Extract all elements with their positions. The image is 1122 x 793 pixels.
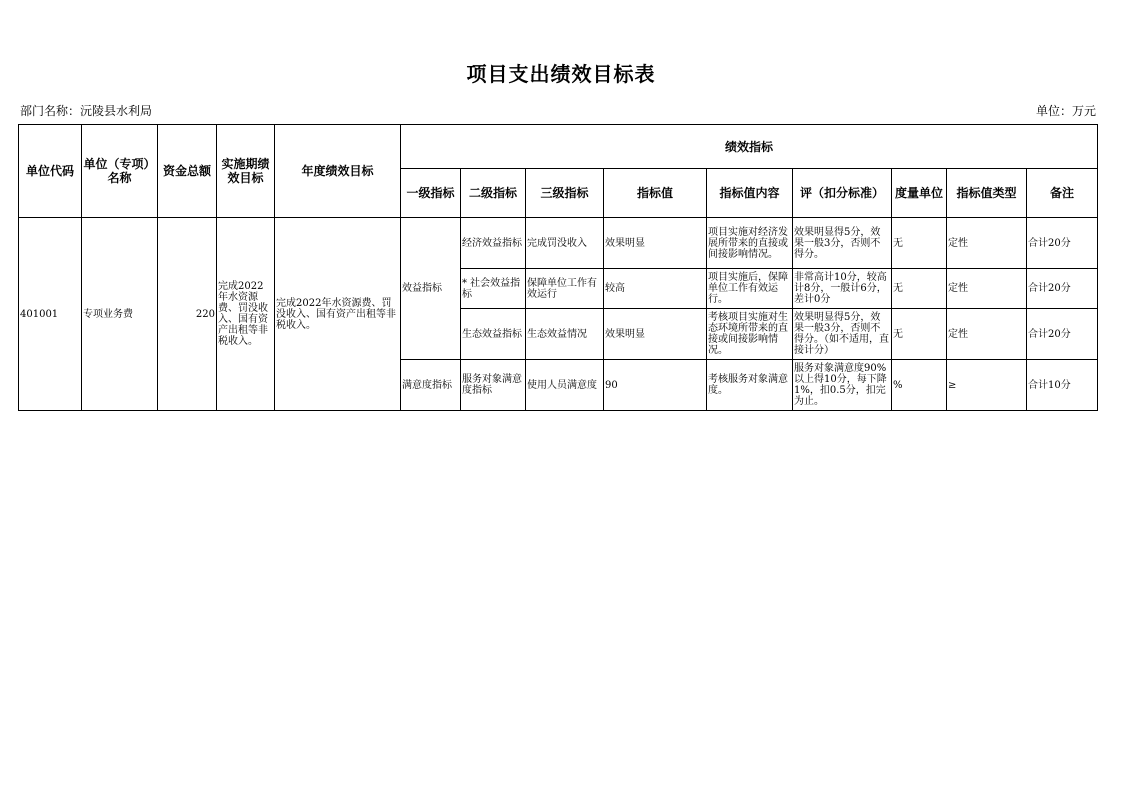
page-title: 项目支出绩效目标表	[466, 62, 656, 86]
cell-value-content: 项目实施对经济发展所带来的直接或间接影响情况。	[707, 218, 793, 269]
cell-value-content: 项目实施后，保障单位工作有效运行。	[707, 269, 793, 309]
header-value-type: 指标值类型	[947, 169, 1027, 218]
cell-scoring: 效果明显得5分，效果一般3分，否则不得分。	[793, 218, 892, 269]
cell-value: 90	[604, 360, 707, 411]
header-level1: 一级指标	[401, 169, 461, 218]
cell-measure-unit: 无	[892, 218, 947, 269]
cell-level2: 服务对象满意度指标	[461, 360, 526, 411]
table-row	[19, 218, 1098, 269]
cell-level1: 满意度指标	[401, 360, 461, 411]
header-unit-code: 单位代码	[19, 125, 82, 218]
cell-level2: * 社会效益指标	[461, 269, 526, 309]
cell-scoring: 非常高计10分，较高计8分，一般计6分，差计0分	[793, 269, 892, 309]
performance-target-table	[18, 124, 1098, 411]
cell-measure-unit: 无	[892, 309, 947, 360]
cell-value-type: ≥	[947, 360, 1027, 411]
cell-level3: 使用人员满意度	[526, 360, 604, 411]
cell-level3: 生态效益情况	[526, 309, 604, 360]
cell-value-content: 考核服务对象满意度。	[707, 360, 793, 411]
cell-fund-total: 220	[158, 218, 217, 411]
header-period-goal: 实施期绩效目标	[217, 125, 275, 218]
header-measure-unit: 度量单位	[892, 169, 947, 218]
cell-level2: 经济效益指标	[461, 218, 526, 269]
cell-unit-code: 401001	[19, 218, 82, 411]
cell-level3: 保障单位工作有效运行	[526, 269, 604, 309]
cell-scoring: 效果明显得5分，效果一般3分，否则不得分。（如不适用，直接计分）	[793, 309, 892, 360]
cell-annual-goal: 完成2022年水资源费、罚没收入、国有资产出租等非税收入。	[275, 218, 401, 411]
cell-remark: 合计20分	[1027, 309, 1098, 360]
cell-value-content: 考核项目实施对生态环境所带来的直接或间接影响情况。	[707, 309, 793, 360]
header-unit-name: 单位（专项）名称	[82, 125, 158, 218]
cell-value: 效果明显	[604, 218, 707, 269]
cell-level3: 完成罚没收入	[526, 218, 604, 269]
cell-value: 较高	[604, 269, 707, 309]
cell-value-type: 定性	[947, 218, 1027, 269]
header-level2: 二级指标	[461, 169, 526, 218]
cell-value: 效果明显	[604, 309, 707, 360]
header-scoring: 评（扣分标准）	[793, 169, 892, 218]
department-name: 部门名称：沅陵县水利局	[20, 104, 153, 118]
cell-unit-name: 专项业务费	[82, 218, 158, 411]
cell-value-type: 定性	[947, 269, 1027, 309]
header-level3: 三级指标	[526, 169, 604, 218]
header-value: 指标值	[604, 169, 707, 218]
cell-remark: 合计20分	[1027, 269, 1098, 309]
header-value-content: 指标值内容	[707, 169, 793, 218]
header-perf-indicators: 绩效指标	[401, 125, 1098, 169]
header-fund-total: 资金总额	[158, 125, 217, 218]
currency-unit: 单位：万元	[1035, 104, 1096, 118]
cell-remark: 合计20分	[1027, 218, 1098, 269]
header-row-1	[19, 125, 1098, 169]
header-remark: 备注	[1027, 169, 1098, 218]
cell-value-type: 定性	[947, 309, 1027, 360]
header-annual-goal: 年度绩效目标	[275, 125, 401, 218]
cell-measure-unit: %	[892, 360, 947, 411]
cell-level2: 生态效益指标	[461, 309, 526, 360]
cell-measure-unit: 无	[892, 269, 947, 309]
cell-remark: 合计10分	[1027, 360, 1098, 411]
cell-level1: 效益指标	[401, 218, 461, 360]
cell-period-goal: 完成2022年水资源费、罚没收入、国有资产出租等非税收入。	[217, 218, 275, 411]
cell-scoring: 服务对象满意度90%以上得10分，每下降1%，扣0.5分，扣完为止。	[793, 360, 892, 411]
